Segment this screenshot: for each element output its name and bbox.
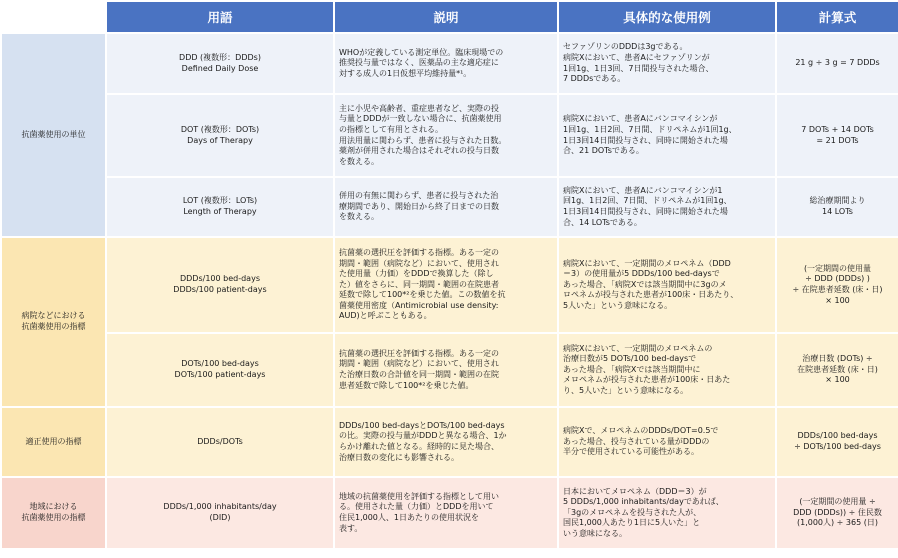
- text-line: らかけ離れた値となる。経時的に見た場合、: [339, 442, 499, 451]
- example-cell: [559, 238, 775, 332]
- text-line: 1日3回14日間投与され、同時に開始された場: [563, 207, 728, 216]
- text-line: 半分で使用されている可能性がある。: [563, 447, 699, 457]
- text-line: 主に小児や高齢者、重症患者など、実際の投: [339, 103, 499, 113]
- text-line: ＝3）の使用量が5 DDDs/100 bed-daysで: [563, 269, 720, 279]
- description-cell: [335, 334, 557, 406]
- text-line: あった場合、「病院Xでは該当期間中に3gのメ: [563, 279, 727, 289]
- formula-cell: [777, 334, 898, 406]
- text-line: 治療日数 (DOTs) ÷: [802, 354, 873, 364]
- text-line: 抗菌薬の選択圧を評価する指標。ある一定の: [339, 247, 499, 257]
- text-line: 菌薬使用密度（Antimicrobial use density:: [339, 300, 499, 310]
- header-row: [2, 2, 898, 32]
- formula-cell: [777, 178, 898, 236]
- text-line: 用法用量に関わらず、患者に投与された日数。: [339, 135, 507, 145]
- text-line: 5人いた」という意味になる。: [563, 300, 673, 310]
- text-line: 抗菌薬の選択圧を評価する指標。ある一定の: [339, 348, 499, 358]
- description-cell: [335, 238, 557, 332]
- text-line: あった場合、投与されている量がDDDの: [563, 436, 710, 446]
- text-line: 与量とDDDが一致しない場合に、抗菌薬使用: [339, 114, 502, 124]
- text-line: を数える。: [339, 212, 379, 222]
- text-line: 患者延数で除して100*²を乗じた値。: [339, 380, 474, 390]
- text-line: DDDs/DOTs: [197, 436, 243, 446]
- text-line: 治療日数が5 DOTs/100 bed-daysで: [563, 354, 697, 364]
- text-line: 抗菌薬使用の指標: [21, 322, 86, 331]
- text-line: いう意味になる。: [563, 528, 627, 538]
- example-cell: [559, 34, 775, 93]
- text-line: × 100: [825, 375, 850, 385]
- header-term: 用語: [107, 2, 333, 32]
- text-line: 日本においてメロペネム（DDD＝3）が: [563, 486, 707, 496]
- text-line: 1日3回14日間投与され、同時に開始された場: [563, 135, 728, 145]
- text-line: メロペネムが投与された患者が100床・日あた: [563, 375, 731, 385]
- example-cell: [559, 408, 775, 476]
- text-line: 総治療期間より: [809, 196, 866, 206]
- text-line: LOT (複数形：LOTs): [182, 196, 258, 206]
- header-category: [2, 2, 105, 32]
- text-line: 期間・範囲（病院など）において、使用され: [339, 258, 499, 268]
- text-line: 推奨投与量ではなく、医薬品の主な適応症に: [339, 58, 499, 68]
- text-line: (一定期間の使用量: [803, 263, 872, 273]
- text-line: た治療日数の合計値を同一期間・範囲の在院: [339, 370, 499, 379]
- text-line: (一定期間の使用量 ÷: [799, 497, 876, 507]
- text-line: ÷ DOTs/100 bed-days: [794, 442, 881, 451]
- term-cell: [107, 238, 333, 332]
- text-line: (1,000人) ÷ 365 (日): [797, 518, 878, 528]
- text-line: Defined Daily Dose: [181, 63, 259, 73]
- formula-cell: [777, 238, 898, 332]
- text-line: 病院Xにおいて、一定期間のメロペネムの: [563, 343, 713, 353]
- text-line: AUD)と呼ぶこともある。: [339, 311, 432, 321]
- text-line: 「3gのメロペネムを投与された人が、: [563, 507, 702, 517]
- text-line: 合、21 DOTsである。: [563, 146, 644, 156]
- text-line: 薬剤が併用された場合はそれぞれの投与日数: [339, 146, 499, 156]
- text-line: (DID): [209, 513, 231, 522]
- description-cell: [335, 178, 557, 236]
- text-line: ÷ 在院患者延数 (床・日): [792, 285, 883, 294]
- text-line: 病院などにおける: [21, 311, 86, 321]
- text-line: Days of Therapy: [187, 135, 253, 145]
- text-line: 14 LOTs: [822, 207, 853, 216]
- table-row: [2, 408, 898, 476]
- term-cell: [107, 334, 333, 406]
- text-line: セファゾリンのDDDは3gである。: [563, 42, 688, 52]
- text-line: = 21 DOTs: [816, 135, 859, 145]
- text-line: あった場合、「病院Xでは該当期間中に: [563, 364, 701, 374]
- text-line: 合、14 LOTsである。: [563, 217, 642, 227]
- header-example: 具体的な使用例: [559, 2, 775, 32]
- example-cell: [559, 95, 775, 176]
- category-unit: 抗菌薬使用の単位: [2, 34, 105, 236]
- text-line: DDDs/100 bed-days: [797, 431, 878, 441]
- text-line: の比。実際の投与量がDDDと異なる場合、1か: [339, 431, 507, 441]
- description-cell: [335, 95, 557, 176]
- text-line: 5 DDDs/1,000 inhabitants/dayであれば、: [563, 497, 724, 507]
- table-row: [2, 178, 898, 236]
- text-line: を数える。: [339, 156, 379, 166]
- term-cell: [107, 408, 333, 476]
- text-line: 住民1,000人、1日あたりの使用状況を: [339, 513, 479, 522]
- text-line: 国民1,000人あたり1日に5人いた」と: [563, 518, 701, 528]
- text-line: Length of Therapy: [183, 207, 257, 216]
- example-cell: [559, 334, 775, 406]
- text-line: 7 DDDsである。: [563, 74, 626, 84]
- table-row: [2, 34, 898, 93]
- text-line: 延数で除して100*²を乗じた値。この数値を抗: [339, 290, 506, 300]
- text-line: DDD (DDDs)) ÷ 住民数: [793, 507, 882, 517]
- formula-cell: [777, 408, 898, 476]
- text-line: ÷ DDD (DDDs) ): [805, 274, 870, 284]
- text-line: DDDs/100 patient-days: [173, 285, 267, 294]
- header-description: 説明: [335, 2, 557, 32]
- category-regional: [2, 478, 105, 548]
- text-line: 病院Xで、メロペネムのDDDs/DOT=0.5で: [563, 426, 719, 436]
- category-appropriate: 適正使用の指標: [2, 408, 105, 476]
- term-cell: [107, 34, 333, 93]
- text-line: 7 DOTs + 14 DOTs: [801, 124, 874, 134]
- description-cell: [335, 478, 557, 548]
- formula-cell: [777, 34, 898, 93]
- text-line: の指標として有用とされる。: [339, 124, 443, 134]
- text-line: ロペネムが投与された患者が100床・日あたり、: [563, 290, 739, 300]
- text-line: 抗菌薬使用の指標: [21, 513, 86, 522]
- description-cell: [335, 34, 557, 93]
- text-line: DOTs/100 bed-days: [181, 359, 259, 369]
- text-line: る。使用された量（力価）とDDDを用いて: [339, 502, 494, 512]
- text-line: 治療日数の変化にも影響される。: [339, 452, 459, 462]
- text-line: DDDs/100 bed-days: [179, 274, 260, 284]
- text-line: 病院Xにおいて、患者Aにセファゾリンが: [563, 52, 710, 62]
- text-line: DDDs/1,000 inhabitants/day: [163, 502, 277, 512]
- text-line: 療期間であり、開始日から終了日までの日数: [339, 201, 499, 211]
- text-line: た）値をさらに、同一期間・範囲の在院患者: [339, 279, 499, 289]
- text-line: DDDs/100 bed-daysとDOTs/100 bed-days: [339, 420, 505, 430]
- example-cell: [559, 478, 775, 548]
- text-line: 表す。: [339, 523, 363, 533]
- text-line: り、5人いた」という意味になる。: [563, 385, 689, 395]
- text-line: 併用の有無に関わらず、患者に投与された治: [339, 191, 499, 201]
- term-cell: [107, 178, 333, 236]
- text-line: × 100: [825, 295, 850, 305]
- table-row: [2, 238, 898, 332]
- text-line: 地域の抗菌薬使用を評価する指標として用い: [339, 491, 499, 501]
- text-line: 期間・範囲（病院など）において、使用され: [339, 359, 499, 369]
- text-line: 病院Xにおいて、患者Aにバンコマイシンが1: [563, 185, 723, 195]
- text-line: た使用量（力価）をDDDで換算した（除し: [339, 269, 494, 279]
- text-line: DOT (複数形：DOTs): [180, 124, 260, 134]
- text-line: 在院患者延数 (床・日): [797, 364, 878, 374]
- header-formula: 計算式: [777, 2, 898, 32]
- text-line: DOTs/100 patient-days: [174, 370, 266, 379]
- formula-cell: [777, 95, 898, 176]
- example-cell: [559, 178, 775, 236]
- text-line: 地域における: [29, 502, 78, 512]
- text-line: WHOが定義している測定単位。臨床現場での: [339, 47, 504, 57]
- text-line: 21 g ÷ 3 g = 7 DDDs: [795, 58, 880, 68]
- formula-cell: [777, 478, 898, 548]
- text-line: 1回1g、1日3回、7日間投与された場合、: [563, 63, 714, 73]
- text-line: 対する成人の1日仮想平均維持量*¹。: [339, 68, 472, 78]
- table-row: [2, 334, 898, 406]
- text-line: 回1g、1日2回、7日間、ドリペネムが1回1g、: [563, 196, 732, 206]
- text-line: 病院Xにおいて、患者Aにバンコマイシンが: [563, 114, 718, 124]
- text-line: 1回1g、1日2回、7日間、ドリペネムが1回1g、: [563, 124, 737, 134]
- table-row: [2, 95, 898, 176]
- text-line: 病院Xにおいて、一定期間のメロペネム（DDD: [563, 258, 731, 268]
- term-cell: [107, 95, 333, 176]
- category-hospital: [2, 238, 105, 406]
- table-row: [2, 478, 898, 548]
- term-cell: [107, 478, 333, 548]
- description-cell: [335, 408, 557, 476]
- text-line: DDD (複数形：DDDs): [179, 52, 261, 62]
